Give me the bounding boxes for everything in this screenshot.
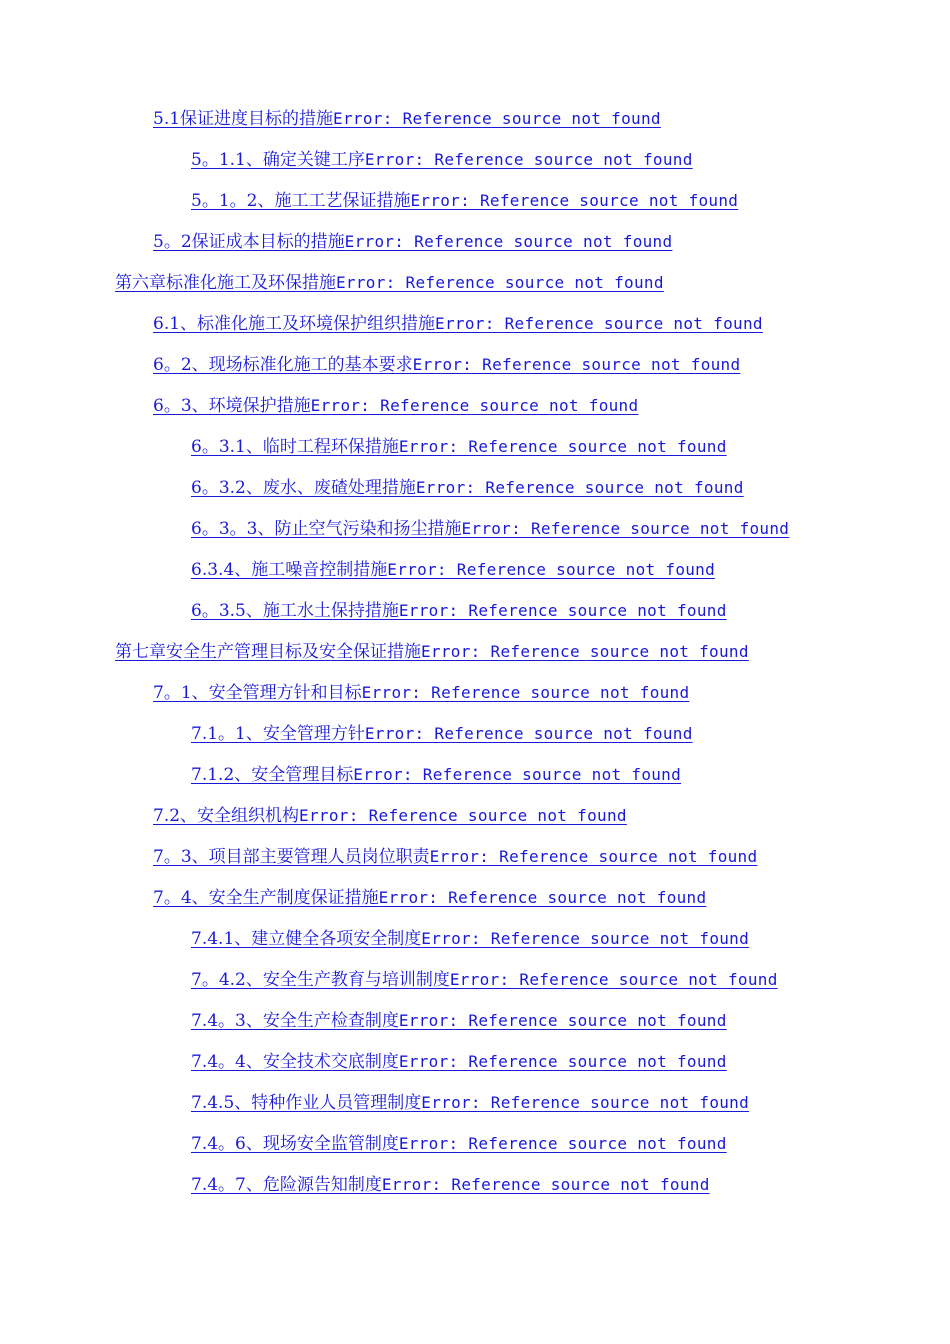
- table-of-contents: [0, 104, 950, 1211]
- toc-entry-title: 5。2保证成本目标的措施: [153, 232, 345, 252]
- toc-entry-6-3-2[interactable]: [0, 473, 950, 514]
- toc-entry-ref: Error: Reference source not found: [387, 560, 716, 579]
- toc-entry-title: 5.1保证进度目标的措施: [153, 109, 334, 129]
- toc-entry-title: 第七章安全生产管理目标及安全保证措施: [115, 642, 421, 662]
- toc-entry-6-3-4[interactable]: [0, 555, 950, 596]
- toc-entry-ref: Error: Reference source not found: [378, 888, 707, 907]
- toc-entry-7-2[interactable]: [0, 801, 950, 842]
- toc-entry-6-3-5[interactable]: [0, 596, 950, 637]
- toc-entry-ref: Error: Reference source not found: [415, 478, 744, 497]
- toc-entry-ref: Error: Reference source not found: [435, 314, 763, 333]
- toc-entry-ref: Error: Reference source not found: [398, 601, 727, 620]
- toc-entry-7-4[interactable]: [0, 883, 950, 924]
- toc-entry-7-4-1[interactable]: [0, 924, 950, 965]
- toc-entry-ref: Error: Reference source not found: [421, 929, 750, 948]
- toc-entry-title: 6。3.1、临时工程环保措施: [191, 437, 399, 457]
- toc-entry-6-3-3[interactable]: [0, 514, 950, 555]
- toc-entry-ref: Error: Reference source not found: [398, 1011, 727, 1030]
- toc-entry-7-3[interactable]: [0, 842, 950, 883]
- toc-entry-ref: Error: Reference source not found: [449, 970, 778, 989]
- toc-entry-title: 6。3.5、施工水土保持措施: [191, 601, 399, 621]
- toc-entry-7-1-1[interactable]: [0, 719, 950, 760]
- toc-entry-ref: Error: Reference source not found: [333, 109, 661, 128]
- toc-entry-title: 7.1。1、安全管理方针: [191, 724, 365, 744]
- toc-entry-title: 7.1.2、安全管理目标: [191, 765, 354, 785]
- toc-entry-7-4-7[interactable]: [0, 1170, 950, 1211]
- toc-entry-ref: Error: Reference source not found: [361, 683, 690, 702]
- toc-entry-title: 7。3、项目部主要管理人员岗位职责: [153, 847, 430, 867]
- toc-entry-title: 7。1、安全管理方针和目标: [153, 683, 362, 703]
- toc-entry-5-1-1[interactable]: [0, 145, 950, 186]
- toc-entry-title: 第六章标准化施工及环保措施: [115, 273, 336, 293]
- toc-entry-7-4-3[interactable]: [0, 1006, 950, 1047]
- toc-entry-ref: Error: Reference source not found: [310, 396, 639, 415]
- toc-entry-title: 6。3.2、废水、废碴处理措施: [191, 478, 416, 498]
- toc-entry-ref: Error: Reference source not found: [410, 191, 739, 210]
- toc-entry-ref: Error: Reference source not found: [412, 355, 741, 374]
- toc-entry-ref: Error: Reference source not found: [299, 806, 627, 825]
- toc-entry-7-1-2[interactable]: [0, 760, 950, 801]
- toc-entry-title: 5。1。2、施工工艺保证措施: [191, 191, 411, 211]
- toc-entry-title: 5。1.1、确定关键工序: [191, 150, 365, 170]
- toc-entry-6-3-1[interactable]: [0, 432, 950, 473]
- toc-entry-title: 6.1、标准化施工及环境保护组织措施: [153, 314, 436, 334]
- toc-entry-title: 7。4.2、安全生产教育与培训制度: [191, 970, 450, 990]
- toc-entry-ref: Error: Reference source not found: [421, 1093, 750, 1112]
- toc-entry-ref: Error: Reference source not found: [461, 519, 790, 538]
- toc-entry-5-1[interactable]: [0, 104, 950, 145]
- toc-entry-title: 7.4。3、安全生产检查制度: [191, 1011, 399, 1031]
- toc-entry-ref: Error: Reference source not found: [398, 1052, 727, 1071]
- toc-entry-title: 6。2、现场标准化施工的基本要求: [153, 355, 413, 375]
- toc-entry-ref: Error: Reference source not found: [429, 847, 758, 866]
- toc-entry-7-1[interactable]: [0, 678, 950, 719]
- toc-entry-7-4-5[interactable]: [0, 1088, 950, 1129]
- toc-entry-7-4-2[interactable]: [0, 965, 950, 1006]
- toc-entry-5-1-2[interactable]: [0, 186, 950, 227]
- toc-entry-6-1[interactable]: [0, 309, 950, 350]
- toc-entry-ref: Error: Reference source not found: [421, 642, 749, 661]
- toc-entry-7-4-4[interactable]: [0, 1047, 950, 1088]
- toc-entry-ref: Error: Reference source not found: [381, 1175, 710, 1194]
- toc-entry-6-2[interactable]: [0, 350, 950, 391]
- toc-entry-7-4-6[interactable]: [0, 1129, 950, 1170]
- toc-entry-ref: Error: Reference source not found: [364, 150, 693, 169]
- toc-entry-ref: Error: Reference source not found: [336, 273, 664, 292]
- toc-entry-title: 7.4.1、建立健全各项安全制度: [191, 929, 422, 949]
- toc-entry-chapter-7[interactable]: [0, 637, 950, 678]
- toc-entry-title: 7.2、安全组织机构: [153, 806, 300, 826]
- toc-entry-title: 7。4、安全生产制度保证措施: [153, 888, 379, 908]
- toc-entry-chapter-6[interactable]: [0, 268, 950, 309]
- toc-entry-ref: Error: Reference source not found: [398, 1134, 727, 1153]
- toc-entry-title: 7.4。4、安全技术交底制度: [191, 1052, 399, 1072]
- toc-entry-6-3[interactable]: [0, 391, 950, 432]
- toc-entry-title: 7.4。6、现场安全监管制度: [191, 1134, 399, 1154]
- toc-entry-ref: Error: Reference source not found: [364, 724, 693, 743]
- toc-entry-title: 6.3.4、施工噪音控制措施: [191, 560, 388, 580]
- toc-entry-5-2[interactable]: [0, 227, 950, 268]
- toc-entry-title: 6。3。3、防止空气污染和扬尘措施: [191, 519, 462, 539]
- toc-entry-title: 7.4.5、特种作业人员管理制度: [191, 1093, 422, 1113]
- toc-entry-ref: Error: Reference source not found: [353, 765, 682, 784]
- toc-entry-title: 6。3、环境保护措施: [153, 396, 311, 416]
- toc-entry-ref: Error: Reference source not found: [344, 232, 673, 251]
- toc-entry-title: 7.4。7、危险源告知制度: [191, 1175, 382, 1195]
- toc-entry-ref: Error: Reference source not found: [398, 437, 727, 456]
